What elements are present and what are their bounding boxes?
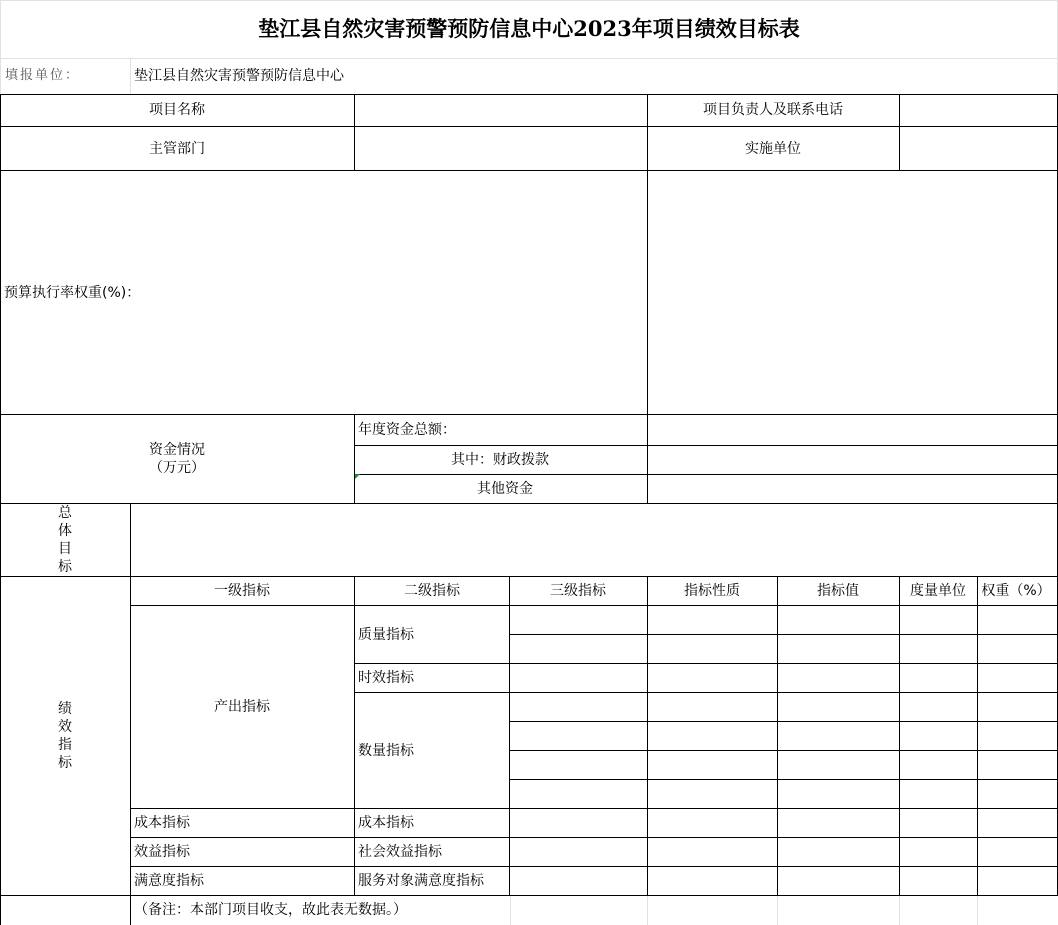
form-title: 垫江县自然灾害预警预防信息中心2023年项目绩效目标表 [258, 16, 800, 41]
benefit-indicator-l2: 社会效益指标 [358, 844, 442, 860]
cost-indicator-l1: 成本指标 [134, 815, 190, 831]
satisfaction-indicator-l1: 满意度指标 [134, 873, 204, 889]
overall-goal-label: 总体目标 [58, 505, 72, 575]
funds-fiscal-label: 其中：财政拨款 [451, 452, 549, 468]
cost-indicator-l2: 成本指标 [358, 815, 414, 831]
impl-label: 实施单位 [745, 141, 801, 157]
header-level2: 二级指标 [404, 583, 460, 599]
header-weight: 权重（%） [981, 583, 1051, 599]
funds-other-label: 其他资金 [477, 481, 533, 497]
quantity-indicator-label: 数量指标 [358, 743, 414, 759]
funds-label: 资金情况 [149, 442, 205, 458]
unit-value[interactable]: 垫江县自然灾害预警预防信息中心 [134, 68, 344, 84]
leader-label: 项目负责人及联系电话 [703, 102, 843, 118]
unit-label: 填报单位： [5, 68, 81, 83]
timeliness-indicator-label: 时效指标 [358, 670, 414, 686]
funds-total-label: 年度资金总额： [358, 422, 456, 438]
header-unit: 度量单位 [910, 583, 966, 599]
footnote: （备注：本部门项目收支，故此表无数据。） [134, 902, 407, 918]
project-name-label: 项目名称 [149, 102, 205, 118]
performance-label: 绩效指标 [58, 701, 72, 771]
funds-unit-label: （万元） [149, 460, 205, 476]
satisfaction-indicator-l2: 服务对象满意度指标 [358, 873, 484, 889]
header-level1: 一级指标 [214, 583, 270, 599]
quality-indicator-label: 质量指标 [358, 627, 414, 643]
cell-comment-marker [355, 474, 360, 479]
benefit-indicator-l1: 效益指标 [134, 844, 190, 860]
budget-weight-label: 预算执行率权重(%)： [4, 285, 141, 301]
header-nature: 指标性质 [684, 583, 740, 599]
output-indicator-label: 产出指标 [214, 699, 270, 715]
header-value: 指标值 [817, 583, 859, 599]
header-level3: 三级指标 [550, 583, 606, 599]
dept-label: 主管部门 [149, 141, 205, 157]
